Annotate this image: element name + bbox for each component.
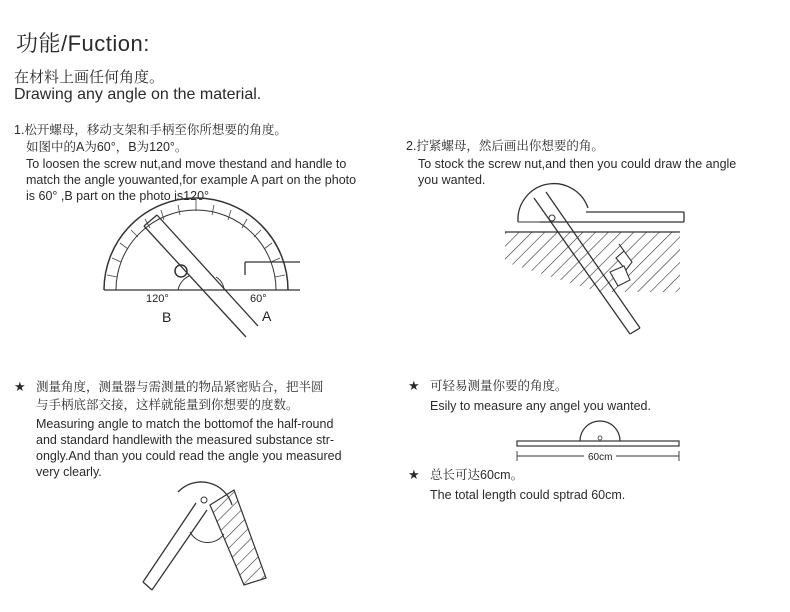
ruler-length-label: 60cm (588, 452, 613, 463)
intro-english: Drawing any angle on the material. (14, 86, 262, 103)
page-title: 功能/Fuction: (16, 31, 150, 56)
step1-chinese-line1: 1.松开螺母，移动支架和手柄至你所想要的角度。 (14, 123, 287, 137)
intro-chinese: 在材料上画任何角度。 (14, 69, 165, 86)
step2-chinese: 2.拧紧螺母，然后画出你想要的角。 (406, 139, 604, 153)
step1-english: To loosen the screw nut,and move thestand and handle to match the angle youwanted,for example A part on the photo is 60° ,B part on the photo is120° (26, 157, 357, 203)
star-bullet: ★ (14, 379, 26, 394)
star-bullet: ★ (408, 467, 420, 482)
step2-english: To stock the screw nut,and then you could draw the angle you wanted. (418, 157, 737, 187)
protractor-half-round (580, 421, 620, 441)
measure-chinese-line2: 与手柄底部交接，这样就能量到你想要的度数。 (36, 398, 299, 412)
length-chinese: 总长可达60cm。 (430, 468, 524, 482)
angle-label-120: 120° (146, 293, 169, 305)
step1-chinese-line2: 如图中的A为60°，B为120°。 (26, 140, 188, 154)
easy-chinese: 可轻易测量你要的角度。 (430, 379, 568, 393)
ruler-bar (517, 441, 679, 446)
part-label-a: A (262, 308, 272, 324)
angle-label-60: 60° (250, 293, 267, 305)
measure-chinese-line1: 测量角度，测量器与需测量的物品紧密贴合，把半圆 (36, 380, 324, 394)
star-bullet: ★ (408, 378, 420, 393)
length-english: The total length could sptrad 60cm. (430, 488, 626, 502)
measure-english: Measuring angle to match the bottomof the half-round and standard handlewith the measured substance str- ongly.And than you could read the angle you measured very clearly. (36, 417, 342, 479)
part-label-b: B (162, 309, 172, 325)
easy-english: Esily to measure any angel you wanted. (430, 399, 651, 413)
